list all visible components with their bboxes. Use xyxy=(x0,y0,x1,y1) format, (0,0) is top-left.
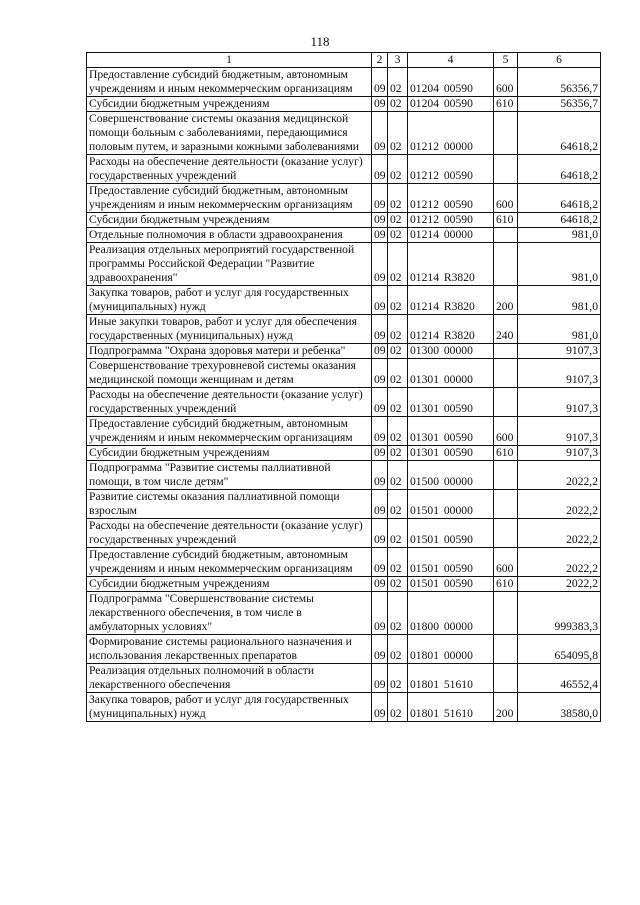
table-row xyxy=(87,228,601,243)
table-row xyxy=(87,519,601,548)
row-target-article-cell: 01301 00590 xyxy=(408,417,494,446)
row-section-cell: 09 xyxy=(372,417,388,446)
row-subsection-cell: 02 xyxy=(388,664,408,693)
row-amount-cell: 64618,2 xyxy=(518,184,601,213)
table-row xyxy=(87,446,601,461)
row-name-cell: Предоставление субсидий бюджетным, автономным учреждениям и иным некоммерческим организациям xyxy=(87,548,372,577)
row-amount-cell: 46552,4 xyxy=(518,664,601,693)
row-expense-type-cell xyxy=(494,112,518,155)
row-expense-type-cell: 200 xyxy=(494,286,518,315)
row-name-cell: Субсидии бюджетным учреждениям xyxy=(87,213,372,228)
row-amount-cell: 56356,7 xyxy=(518,97,601,112)
row-subsection-cell: 02 xyxy=(388,97,408,112)
row-target-article-cell: 01501 00590 xyxy=(408,548,494,577)
table-header xyxy=(87,53,601,68)
row-section-cell: 09 xyxy=(372,664,388,693)
row-section-cell: 09 xyxy=(372,461,388,490)
row-subsection-cell: 02 xyxy=(388,184,408,213)
row-name-cell: Расходы на обеспечение деятельности (оказание услуг) государственных учреждений xyxy=(87,155,372,184)
row-expense-type-cell xyxy=(494,635,518,664)
row-name-cell: Расходы на обеспечение деятельности (оказание услуг) государственных учреждений xyxy=(87,519,372,548)
row-subsection-cell: 02 xyxy=(388,490,408,519)
table-row xyxy=(87,213,601,228)
row-amount-cell: 654095,8 xyxy=(518,635,601,664)
row-subsection-cell: 02 xyxy=(388,286,408,315)
table-row xyxy=(87,315,601,344)
row-amount-cell: 38580,0 xyxy=(518,693,601,722)
table-row xyxy=(87,577,601,592)
row-expense-type-cell: 600 xyxy=(494,184,518,213)
row-name-cell: Совершенствование системы оказания медицинской помощи больным с заболеваниями, передающимися половым путем, и заразными кожными заболеваниями xyxy=(87,112,372,155)
page-number: 118 xyxy=(310,34,330,49)
row-expense-type-cell xyxy=(494,155,518,184)
row-name-cell: Отдельные полномочия в области здравоохранения xyxy=(87,228,372,243)
row-target-article-cell: 01212 00000 xyxy=(408,112,494,155)
row-subsection-cell: 02 xyxy=(388,548,408,577)
row-amount-cell: 2022,2 xyxy=(518,490,601,519)
table-row xyxy=(87,155,601,184)
table-row xyxy=(87,388,601,417)
row-target-article-cell: 01501 00590 xyxy=(408,577,494,592)
row-target-article-cell: 01801 00000 xyxy=(408,635,494,664)
row-subsection-cell: 02 xyxy=(388,417,408,446)
row-section-cell: 09 xyxy=(372,577,388,592)
row-subsection-cell: 02 xyxy=(388,315,408,344)
row-section-cell: 09 xyxy=(372,286,388,315)
table-row xyxy=(87,97,601,112)
row-section-cell: 09 xyxy=(372,359,388,388)
row-expense-type-cell: 600 xyxy=(494,548,518,577)
row-name-cell: Совершенствование трехуровневой системы оказания медицинской помощи женщинам и детям xyxy=(87,359,372,388)
row-target-article-cell: 01501 00000 xyxy=(408,490,494,519)
header-cell-section: 2 xyxy=(372,53,388,68)
row-amount-cell: 981,0 xyxy=(518,243,601,286)
row-amount-cell: 9107,3 xyxy=(518,388,601,417)
row-name-cell: Субсидии бюджетным учреждениям xyxy=(87,97,372,112)
row-name-cell: Подпрограмма "Совершенствование системы лекарственного обеспечения, в том числе в амбулаторных условиях" xyxy=(87,592,372,635)
row-amount-cell: 981,0 xyxy=(518,228,601,243)
header-cell-amount: 6 xyxy=(518,53,601,68)
row-expense-type-cell xyxy=(494,490,518,519)
row-amount-cell: 2022,2 xyxy=(518,519,601,548)
row-name-cell: Формирование системы рационального назначения и использования лекарственных препаратов xyxy=(87,635,372,664)
row-target-article-cell: 01800 00000 xyxy=(408,592,494,635)
table-row xyxy=(87,243,601,286)
row-amount-cell: 981,0 xyxy=(518,315,601,344)
row-amount-cell: 9107,3 xyxy=(518,446,601,461)
row-subsection-cell: 02 xyxy=(388,388,408,417)
row-expense-type-cell xyxy=(494,228,518,243)
row-name-cell: Реализация отдельных полномочий в области лекарственного обеспечения xyxy=(87,664,372,693)
row-subsection-cell: 02 xyxy=(388,359,408,388)
row-name-cell: Закупка товаров, работ и услуг для государственных (муниципальных) нужд xyxy=(87,693,372,722)
table-row xyxy=(87,693,601,722)
row-section-cell: 09 xyxy=(372,344,388,359)
row-expense-type-cell: 610 xyxy=(494,97,518,112)
row-section-cell: 09 xyxy=(372,315,388,344)
row-target-article-cell: 01301 00000 xyxy=(408,359,494,388)
row-amount-cell: 9107,3 xyxy=(518,417,601,446)
row-target-article-cell: 01212 00590 xyxy=(408,213,494,228)
row-target-article-cell: 01212 00590 xyxy=(408,155,494,184)
row-name-cell: Предоставление субсидий бюджетным, автономным учреждениям и иным некоммерческим организациям xyxy=(87,417,372,446)
table-row xyxy=(87,461,601,490)
row-expense-type-cell xyxy=(494,359,518,388)
row-amount-cell: 9107,3 xyxy=(518,359,601,388)
row-subsection-cell: 02 xyxy=(388,577,408,592)
row-section-cell: 09 xyxy=(372,112,388,155)
row-subsection-cell: 02 xyxy=(388,112,408,155)
row-name-cell: Предоставление субсидий бюджетным, автономным учреждениям и иным некоммерческим организациям xyxy=(87,68,372,97)
table-body xyxy=(87,68,601,722)
row-section-cell: 09 xyxy=(372,155,388,184)
row-subsection-cell: 02 xyxy=(388,155,408,184)
row-section-cell: 09 xyxy=(372,592,388,635)
row-name-cell: Закупка товаров, работ и услуг для государственных (муниципальных) нужд xyxy=(87,286,372,315)
table-row xyxy=(87,344,601,359)
row-target-article-cell: 01301 00590 xyxy=(408,446,494,461)
row-subsection-cell: 02 xyxy=(388,693,408,722)
row-expense-type-cell: 610 xyxy=(494,213,518,228)
row-target-article-cell: 01501 00590 xyxy=(408,519,494,548)
table-row xyxy=(87,417,601,446)
row-name-cell: Развитие системы оказания паллиативной помощи взрослым xyxy=(87,490,372,519)
table-row xyxy=(87,68,601,97)
row-amount-cell: 2022,2 xyxy=(518,548,601,577)
row-subsection-cell: 02 xyxy=(388,446,408,461)
row-expense-type-cell: 600 xyxy=(494,417,518,446)
row-expense-type-cell: 240 xyxy=(494,315,518,344)
row-name-cell: Предоставление субсидий бюджетным, автономным учреждениям и иным некоммерческим организациям xyxy=(87,184,372,213)
row-subsection-cell: 02 xyxy=(388,519,408,548)
row-expense-type-cell: 610 xyxy=(494,577,518,592)
row-target-article-cell: 01801 51610 xyxy=(408,693,494,722)
row-section-cell: 09 xyxy=(372,184,388,213)
header-cell-subsection: 3 xyxy=(388,53,408,68)
row-expense-type-cell: 610 xyxy=(494,446,518,461)
row-name-cell: Субсидии бюджетным учреждениям xyxy=(87,446,372,461)
budget-table xyxy=(86,52,601,722)
row-target-article-cell: 01204 00590 xyxy=(408,68,494,97)
row-subsection-cell: 02 xyxy=(388,228,408,243)
row-expense-type-cell xyxy=(494,519,518,548)
row-target-article-cell: 01214 R3820 xyxy=(408,243,494,286)
row-section-cell: 09 xyxy=(372,693,388,722)
row-target-article-cell: 01214 R3820 xyxy=(408,315,494,344)
row-section-cell: 09 xyxy=(372,97,388,112)
row-expense-type-cell: 600 xyxy=(494,68,518,97)
row-expense-type-cell xyxy=(494,344,518,359)
table-row xyxy=(87,184,601,213)
row-expense-type-cell xyxy=(494,461,518,490)
row-target-article-cell: 01212 00590 xyxy=(408,184,494,213)
row-section-cell: 09 xyxy=(372,635,388,664)
table-row xyxy=(87,359,601,388)
row-amount-cell: 64618,2 xyxy=(518,155,601,184)
row-amount-cell: 64618,2 xyxy=(518,213,601,228)
row-amount-cell: 2022,2 xyxy=(518,577,601,592)
row-section-cell: 09 xyxy=(372,548,388,577)
row-target-article-cell: 01214 00000 xyxy=(408,228,494,243)
row-target-article-cell: 01801 51610 xyxy=(408,664,494,693)
row-target-article-cell: 01204 00590 xyxy=(408,97,494,112)
row-subsection-cell: 02 xyxy=(388,635,408,664)
row-section-cell: 09 xyxy=(372,519,388,548)
row-target-article-cell: 01300 00000 xyxy=(408,344,494,359)
row-section-cell: 09 xyxy=(372,213,388,228)
row-amount-cell: 64618,2 xyxy=(518,112,601,155)
row-expense-type-cell xyxy=(494,592,518,635)
table-row xyxy=(87,592,601,635)
row-section-cell: 09 xyxy=(372,68,388,97)
row-name-cell: Подпрограмма "Развитие системы паллиативной помощи, в том числе детям" xyxy=(87,461,372,490)
row-subsection-cell: 02 xyxy=(388,592,408,635)
row-amount-cell: 981,0 xyxy=(518,286,601,315)
row-subsection-cell: 02 xyxy=(388,68,408,97)
header-cell-target-article: 4 xyxy=(408,53,494,68)
row-amount-cell: 2022,2 xyxy=(518,461,601,490)
row-name-cell: Расходы на обеспечение деятельности (оказание услуг) государственных учреждений xyxy=(87,388,372,417)
row-name-cell: Субсидии бюджетным учреждениям xyxy=(87,577,372,592)
table-row xyxy=(87,635,601,664)
row-name-cell: Иные закупки товаров, работ и услуг для обеспечения государственных (муниципальных) нужд xyxy=(87,315,372,344)
row-subsection-cell: 02 xyxy=(388,461,408,490)
table-row xyxy=(87,664,601,693)
row-section-cell: 09 xyxy=(372,490,388,519)
row-section-cell: 09 xyxy=(372,243,388,286)
row-target-article-cell: 01301 00590 xyxy=(408,388,494,417)
row-expense-type-cell: 200 xyxy=(494,693,518,722)
row-name-cell: Подпрограмма "Охрана здоровья матери и ребенка" xyxy=(87,344,372,359)
header-row xyxy=(87,53,601,68)
table-row xyxy=(87,548,601,577)
row-subsection-cell: 02 xyxy=(388,243,408,286)
row-expense-type-cell xyxy=(494,388,518,417)
row-section-cell: 09 xyxy=(372,388,388,417)
table-row xyxy=(87,490,601,519)
row-expense-type-cell xyxy=(494,664,518,693)
row-section-cell: 09 xyxy=(372,228,388,243)
row-subsection-cell: 02 xyxy=(388,344,408,359)
row-amount-cell: 9107,3 xyxy=(518,344,601,359)
row-target-article-cell: 01500 00000 xyxy=(408,461,494,490)
row-amount-cell: 56356,7 xyxy=(518,68,601,97)
header-cell-expense-type: 5 xyxy=(494,53,518,68)
row-amount-cell: 999383,3 xyxy=(518,592,601,635)
row-name-cell: Реализация отдельных мероприятий государственной программы Российской Федерации "Развитие здравоохранения" xyxy=(87,243,372,286)
table-row xyxy=(87,286,601,315)
row-target-article-cell: 01214 R3820 xyxy=(408,286,494,315)
row-subsection-cell: 02 xyxy=(388,213,408,228)
row-section-cell: 09 xyxy=(372,446,388,461)
row-expense-type-cell xyxy=(494,243,518,286)
table-row xyxy=(87,112,601,155)
header-cell-name: 1 xyxy=(87,53,372,68)
